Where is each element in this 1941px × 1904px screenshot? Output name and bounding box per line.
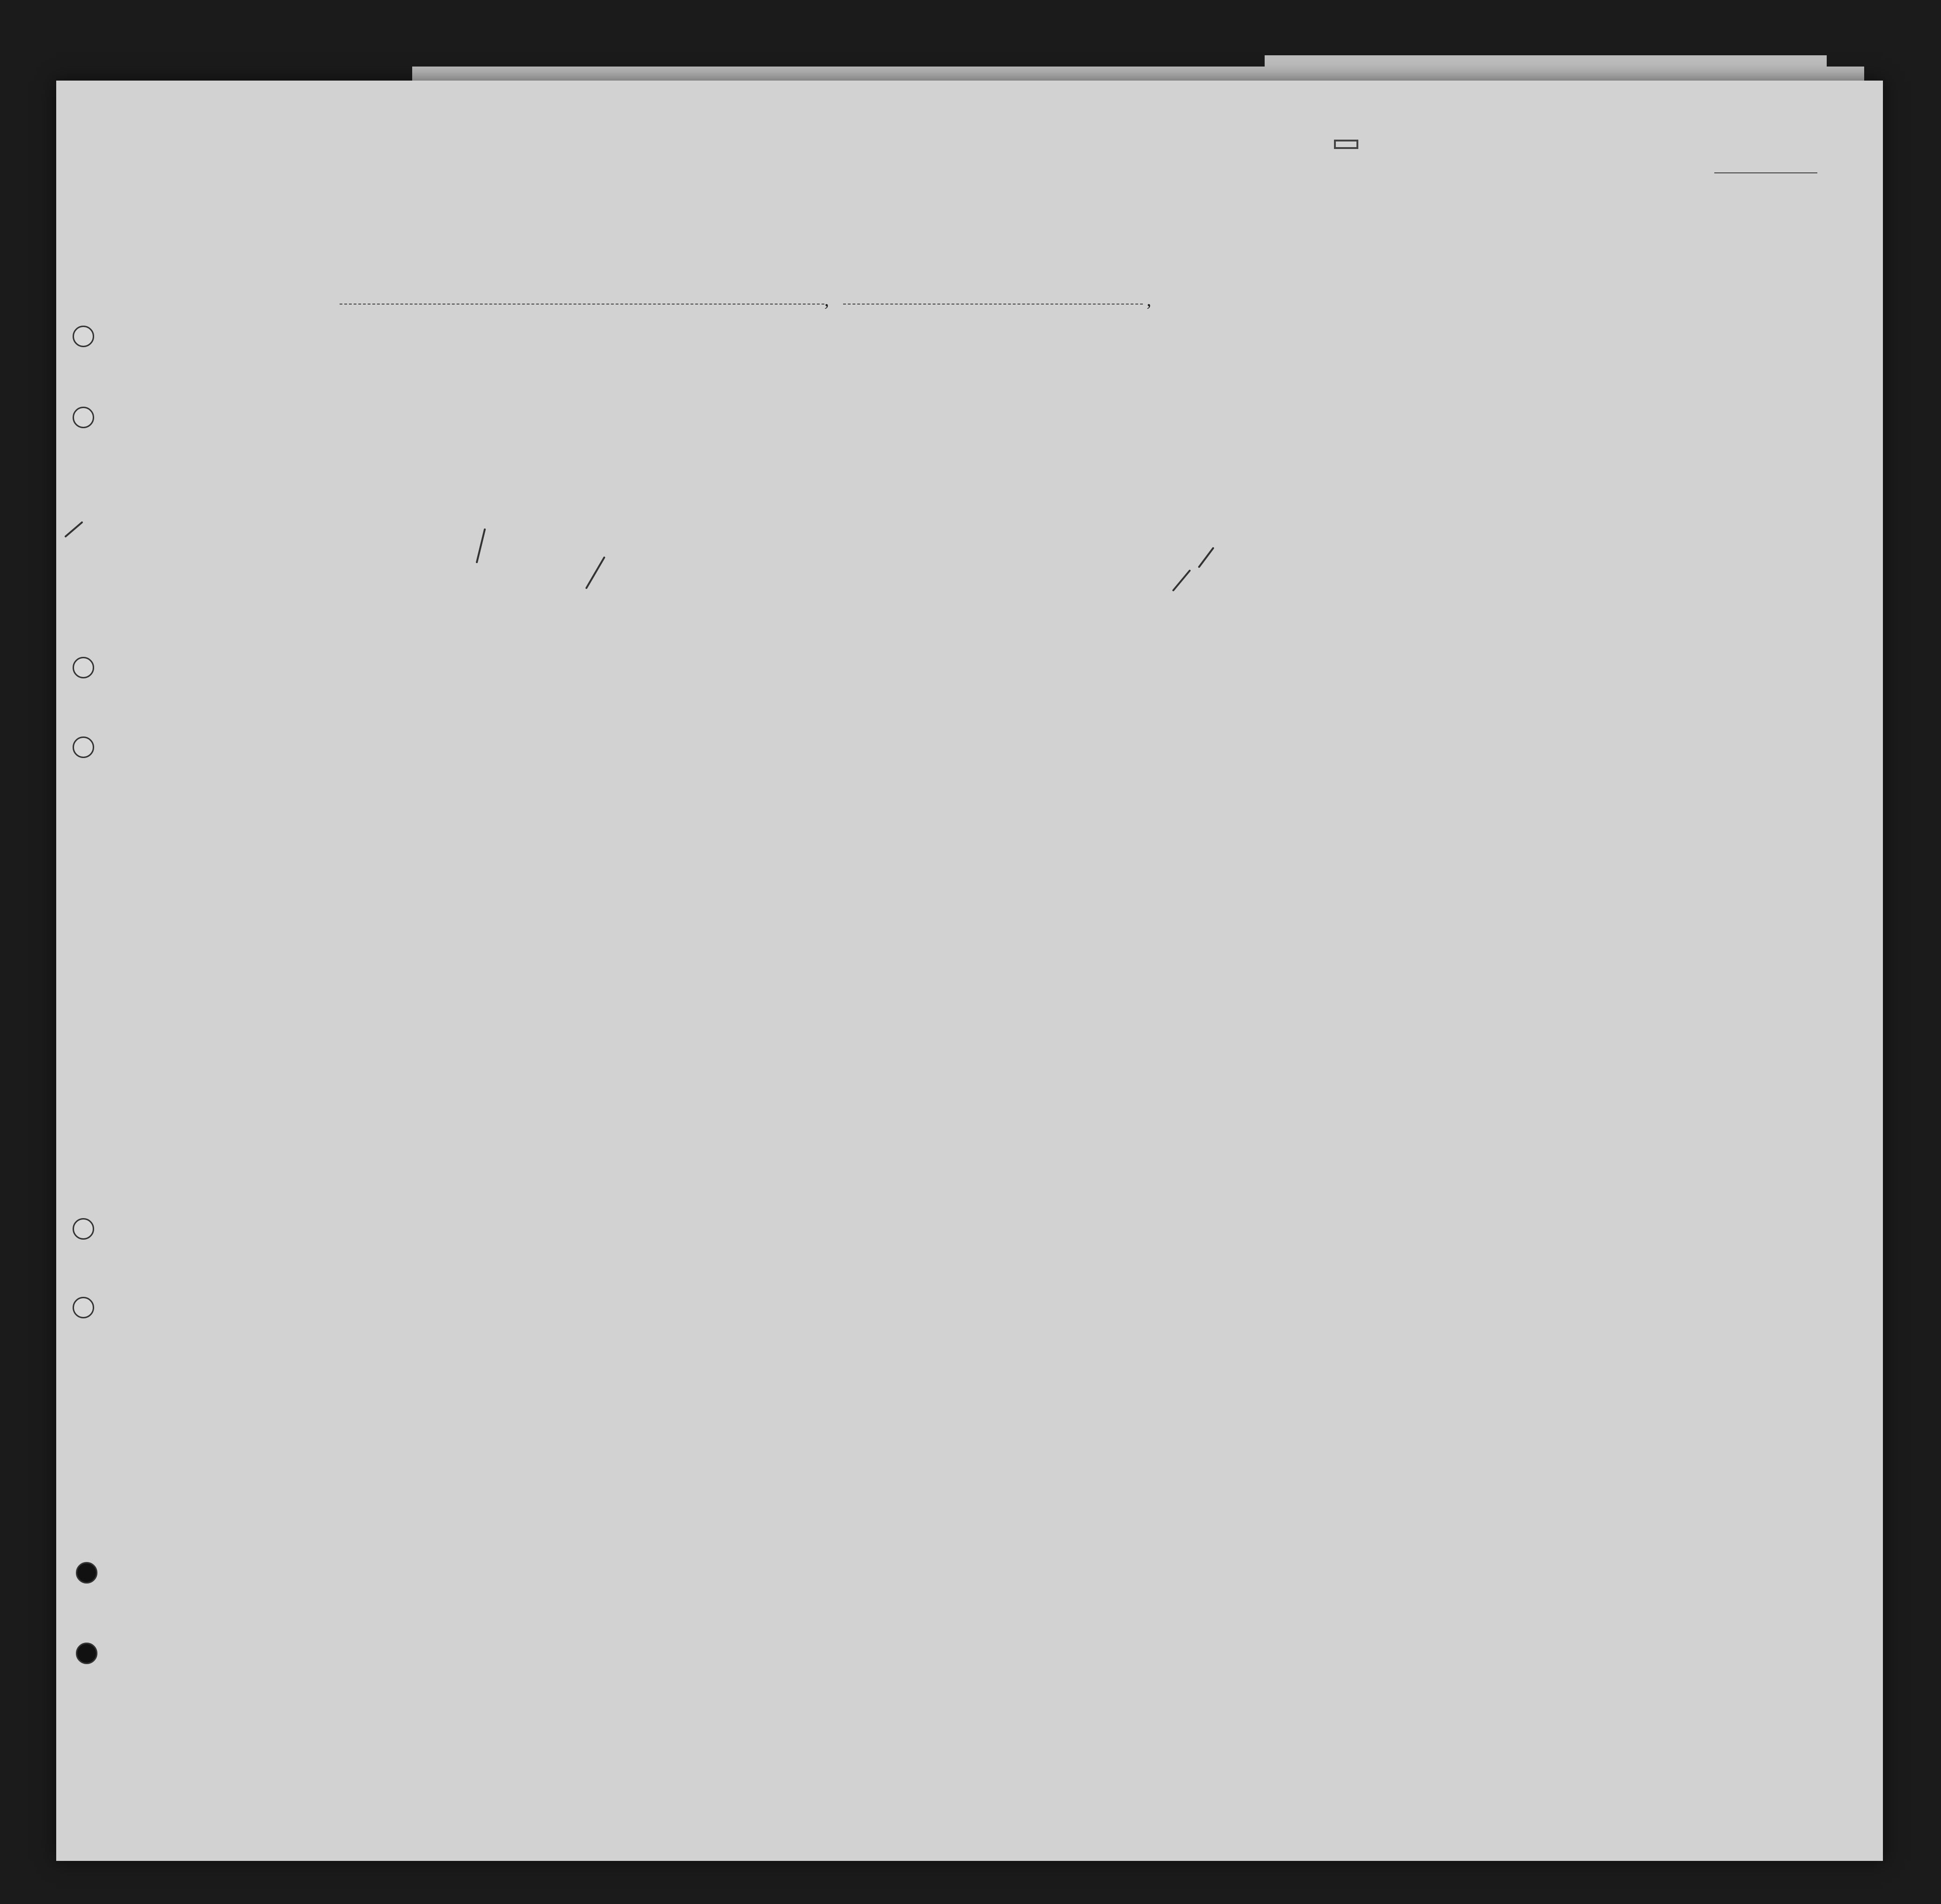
comma-2: ,	[1147, 289, 1151, 310]
tick-mark-2	[586, 558, 604, 588]
tick-mark-4	[1199, 548, 1213, 567]
tick-mark-3	[1173, 571, 1190, 590]
pencil-mark	[66, 522, 82, 536]
punch-hole	[73, 657, 94, 678]
comma-1: ,	[824, 289, 829, 310]
punch-hole	[73, 1297, 94, 1318]
tick-mark-1	[477, 529, 485, 562]
punch-hole	[73, 407, 94, 428]
punch-hole	[73, 1218, 94, 1240]
punch-hole	[76, 1562, 97, 1584]
punch-hole	[76, 1643, 97, 1664]
punch-hole	[73, 326, 94, 347]
punch-hole	[73, 736, 94, 758]
